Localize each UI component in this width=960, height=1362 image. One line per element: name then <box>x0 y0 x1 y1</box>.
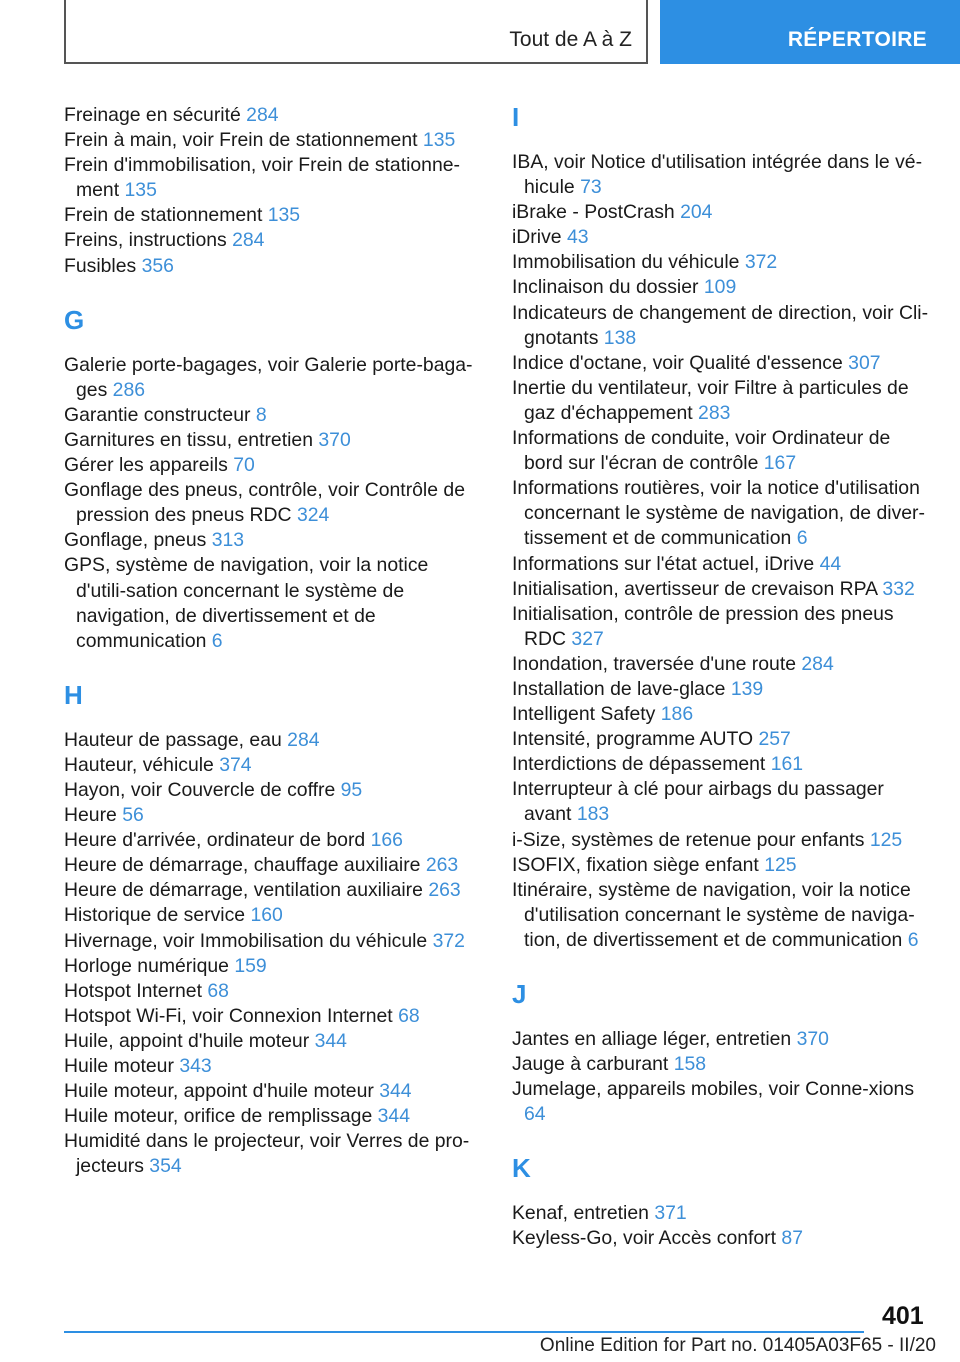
index-entry-text: Intelligent Safety <box>512 703 656 726</box>
index-entry-text: Interdictions de dépassement <box>512 753 766 776</box>
index-entry <box>512 602 932 652</box>
index-entry-text: Fusibles <box>64 254 137 277</box>
page-reference-link[interactable]: 374 <box>219 753 252 776</box>
index-entry <box>64 828 480 853</box>
page-reference-link[interactable]: 125 <box>869 828 903 851</box>
index-entry <box>64 403 480 428</box>
index-entry <box>64 778 480 803</box>
index-entry <box>512 652 932 677</box>
page-reference-link[interactable]: 344 <box>314 1029 347 1052</box>
page-reference-link[interactable]: 44 <box>819 552 842 575</box>
page-reference-link[interactable]: 370 <box>796 1028 829 1050</box>
page-reference-link[interactable]: 6 <box>211 629 223 652</box>
index-entry-text: Hotspot Internet <box>64 979 202 1002</box>
index-entry-text: Garnitures en tissu, entretien <box>64 428 313 451</box>
index-entry <box>64 203 480 228</box>
index-letter-heading: K <box>512 1153 531 1184</box>
index-entry <box>512 1226 932 1251</box>
page-reference-link[interactable]: 327 <box>571 627 604 650</box>
page-reference-link[interactable]: 186 <box>660 703 694 726</box>
index-entry-text: Jantes en alliage léger, entretien <box>512 1028 792 1050</box>
index-entry <box>512 150 932 200</box>
index-entry-text: iBrake - PostCrash <box>512 201 675 224</box>
index-entry <box>64 853 480 878</box>
index-entry <box>64 979 480 1004</box>
index-entry <box>512 677 932 702</box>
page-reference-link[interactable]: 284 <box>801 652 834 675</box>
index-entry <box>64 1054 480 1079</box>
index-entry <box>512 476 932 551</box>
index-entry <box>64 428 480 453</box>
page-header <box>0 0 960 64</box>
index-entry-text: Inertie du ventilateur, voir Filtre à particules de gaz d'échappement <box>512 376 909 424</box>
page-reference-link[interactable]: 344 <box>377 1105 410 1128</box>
index-entry-text: GPS, système de navigation, voir la notice d'utili-sation concernant le système de navigation, de divertissement et de communication <box>64 554 429 652</box>
index-entry <box>512 225 932 250</box>
page-reference-link[interactable]: 6 <box>796 527 808 550</box>
index-column-right <box>512 103 932 1252</box>
section-tab[interactable] <box>64 0 648 64</box>
index-entry <box>64 453 480 478</box>
index-entry <box>64 478 480 528</box>
index-entry-text: Garantie constructeur <box>64 403 251 426</box>
page-reference-link[interactable]: 73 <box>580 176 602 199</box>
page-reference-link[interactable]: 158 <box>673 1053 707 1076</box>
index-entry <box>64 254 480 279</box>
index-entry <box>64 1129 480 1179</box>
index-entry-text: Gonflage, pneus <box>64 529 207 552</box>
page-reference-link[interactable]: 284 <box>232 229 265 252</box>
index-entry <box>512 777 932 827</box>
index-entry <box>512 275 932 300</box>
page-reference-link[interactable]: 166 <box>370 829 403 852</box>
index-entry-text: Informations routières, voir la notice d'utilisation concernant le système de navigation, de diver-tissement et de communication <box>512 477 925 550</box>
index-letter-heading: G <box>64 304 85 335</box>
index-entry <box>64 803 480 828</box>
index-entry-text: Informations sur l'état actuel, iDrive <box>512 552 815 575</box>
index-entry <box>64 878 480 903</box>
page-reference-link[interactable]: 343 <box>179 1055 212 1077</box>
index-entry-text: Huile moteur, appoint d'huile moteur <box>64 1080 374 1103</box>
index-entry <box>512 878 932 953</box>
index-entry-text: Jumelage, appareils mobiles, voir Conne-xions <box>512 1078 915 1101</box>
index-entry <box>64 954 480 979</box>
page-reference-link[interactable]: 159 <box>234 954 267 977</box>
page-reference-link[interactable]: 354 <box>149 1155 182 1178</box>
index-entry-text: Galerie porte-bagages, voir Galerie porte-baga-ges <box>64 353 473 401</box>
page-reference-link[interactable]: 283 <box>698 401 731 424</box>
index-entry <box>64 1029 480 1054</box>
index-entry <box>64 1004 480 1029</box>
page-reference-link[interactable]: 324 <box>296 504 330 527</box>
index-entry <box>64 929 480 954</box>
section-title: Tout de A à Z <box>509 28 632 51</box>
index-entry-text: Huile moteur, orifice de remplissage <box>64 1105 373 1128</box>
edition-info: Online Edition for Part no. 01405A03F65 - II/20 <box>539 1335 936 1356</box>
index-entry-text: IBA, voir Notice d'utilisation intégrée dans le vé-hicule <box>512 151 923 199</box>
index-entry <box>512 552 932 577</box>
index-entry-text: Humidité dans le projecteur, voir Verres de pro-jecteurs <box>64 1130 470 1178</box>
index-entry-text: Frein d'immobilisation, voir Frein de stationne-ment <box>64 154 460 202</box>
index-entry-text: Keyless-Go, voir Accès confort <box>512 1227 777 1250</box>
chapter-tab[interactable] <box>660 0 960 64</box>
index-entry-text: Intensité, programme AUTO <box>512 728 754 751</box>
index-entry <box>512 351 932 376</box>
index-entry-text: i-Size, systèmes de retenue pour enfants <box>512 828 865 851</box>
index-entry <box>64 528 480 553</box>
page-reference-link[interactable]: 167 <box>763 452 797 475</box>
page-reference-link[interactable]: 344 <box>379 1080 412 1103</box>
index-entry <box>64 128 480 153</box>
page-reference-link[interactable]: 68 <box>398 1004 420 1027</box>
index-entry-text: Heure de démarrage, ventilation auxiliaire <box>64 879 423 902</box>
index-entry <box>512 301 932 351</box>
index-entry <box>64 903 480 928</box>
index-entry-text: Hotspot Wi-Fi, voir Connexion Internet <box>64 1004 393 1027</box>
index-entry-text: Indice d'octane, voir Qualité d'essence <box>512 351 843 374</box>
index-entry-text: Hivernage, voir Immobilisation du véhicule <box>64 929 428 952</box>
index-entry <box>64 553 480 653</box>
index-entry <box>64 728 480 753</box>
page-reference-link[interactable]: 56 <box>122 804 144 827</box>
index-entry-text: Freins, instructions <box>64 229 227 252</box>
page-reference-link[interactable]: 284 <box>246 104 279 126</box>
index-entry <box>512 1201 932 1226</box>
index-entry <box>64 103 480 128</box>
index-entry <box>64 353 480 403</box>
index-entry-text: Heure <box>64 804 117 827</box>
index-entry-text: Freinage en sécurité <box>64 104 241 126</box>
page-reference-link[interactable]: 307 <box>848 351 881 374</box>
page-reference-link[interactable]: 43 <box>566 226 589 249</box>
page-reference-link[interactable]: 138 <box>603 326 637 349</box>
index-entry-text: Interrupteur à clé pour airbags du passager avant <box>512 778 884 826</box>
index-entry-text: Heure d'arrivée, ordinateur de bord <box>64 829 366 852</box>
page-reference-link[interactable]: 257 <box>758 728 791 751</box>
index-entry-text: Inclinaison du dossier <box>512 276 699 299</box>
page-reference-link[interactable]: 70 <box>233 454 255 477</box>
index-entry-text: Gonflage des pneus, contrôle, voir Contrôle de pression des pneus RDC <box>64 479 465 527</box>
index-entry-text: Huile, appoint d'huile moteur <box>64 1029 310 1052</box>
index-entry-text: Frein de stationnement <box>64 204 263 227</box>
index-entry <box>64 228 480 253</box>
index-entry <box>512 376 932 426</box>
index-entry <box>64 1079 480 1104</box>
page-reference-link[interactable]: 204 <box>680 201 713 224</box>
index-entry-text: Frein à main, voir Frein de stationnement <box>64 129 418 152</box>
page-reference-link[interactable]: 87 <box>781 1227 803 1250</box>
page-reference-link[interactable]: 372 <box>432 929 465 952</box>
page-reference-link[interactable]: 135 <box>124 179 157 202</box>
index-entry-text: Informations de conduite, voir Ordinateur de bord sur l'écran de contrôle <box>512 427 891 475</box>
page-reference-link[interactable]: 160 <box>250 904 283 927</box>
index-column-left <box>64 103 480 1179</box>
index-entry <box>512 577 932 602</box>
page-reference-link[interactable]: 135 <box>422 129 456 152</box>
index-entry <box>512 752 932 777</box>
page-reference-link[interactable]: 68 <box>207 979 229 1002</box>
page-reference-link[interactable]: 161 <box>770 753 804 776</box>
page-reference-link[interactable]: 286 <box>112 378 146 401</box>
page-reference-link[interactable]: 370 <box>318 428 351 451</box>
index-entry <box>512 1052 932 1077</box>
page-reference-link[interactable]: 125 <box>764 853 797 876</box>
page-reference-link[interactable]: 313 <box>211 529 245 552</box>
index-letter-heading: J <box>512 979 527 1009</box>
index-entry-text: Indicateurs de changement de direction, voir Cli-gnotants <box>512 301 929 349</box>
page-reference-link[interactable]: 8 <box>255 403 267 426</box>
page-reference-link[interactable]: 332 <box>882 577 915 600</box>
index-entry <box>512 853 932 878</box>
index-entry <box>512 250 932 275</box>
page-reference-link[interactable]: 371 <box>654 1202 687 1225</box>
index-entry-text: ISOFIX, fixation siège enfant <box>512 853 759 876</box>
index-entry <box>512 1027 932 1052</box>
page-reference-link[interactable]: 109 <box>703 276 737 299</box>
page-reference-link[interactable]: 64 <box>524 1103 546 1126</box>
index-entry <box>64 753 480 778</box>
page-reference-link[interactable]: 183 <box>576 803 610 826</box>
page-reference-link[interactable]: 263 <box>428 879 461 902</box>
page-reference-link[interactable]: 139 <box>730 677 764 700</box>
index-entry <box>512 828 932 853</box>
index-entry-text: Historique de service <box>64 904 246 927</box>
index-entry <box>512 426 932 476</box>
page-reference-link[interactable]: 6 <box>907 928 919 951</box>
index-entry <box>512 1077 932 1127</box>
index-entry-text: Hauteur, véhicule <box>64 753 214 776</box>
footer-divider <box>64 1331 864 1333</box>
page-reference-link[interactable]: 372 <box>744 251 778 274</box>
index-entry-text: Installation de lave-glace <box>512 677 726 700</box>
index-entry-text: Huile moteur <box>64 1055 174 1077</box>
page-reference-link[interactable]: 263 <box>425 854 459 877</box>
index-entry-text: Immobilisation du véhicule <box>512 251 740 274</box>
index-entry-text: Gérer les appareils <box>64 454 228 477</box>
index-entry-text: Jauge à carburant <box>512 1053 669 1076</box>
chapter-title: RÉPERTOIRE <box>787 28 927 51</box>
index-entry-text: Inondation, traversée d'une route <box>512 652 796 675</box>
index-entry-text: iDrive <box>512 226 562 249</box>
index-entry-text: Heure de démarrage, chauffage auxiliaire <box>64 854 421 877</box>
index-entry-text: Hauteur de passage, eau <box>64 728 282 751</box>
index-letter-heading: H <box>64 679 83 710</box>
index-letter-heading: I <box>512 102 520 132</box>
page-number: 401 <box>882 1302 924 1330</box>
index-entry-text: Horloge numérique <box>64 954 229 977</box>
page-reference-link[interactable]: 135 <box>267 204 301 227</box>
index-entry <box>512 702 932 727</box>
index-entry-text: Itinéraire, système de navigation, voir la notice d'utilisation concernant le système de naviga-tion, de divertissement et de communication <box>512 878 915 951</box>
index-entry-text: Kenaf, entretien <box>512 1202 649 1225</box>
index-entry-text: Initialisation, avertisseur de crevaison RPA <box>512 577 878 600</box>
index-entry <box>64 153 480 203</box>
page-reference-link[interactable]: 356 <box>141 254 174 277</box>
index-entry-text: Hayon, voir Couvercle de coffre <box>64 778 336 801</box>
page-reference-link[interactable]: 95 <box>340 778 363 801</box>
index-entry-text: Initialisation, contrôle de pression des pneus RDC <box>512 602 894 650</box>
index-entry <box>512 727 932 752</box>
page-reference-link[interactable]: 284 <box>287 728 320 751</box>
index-entry <box>512 200 932 225</box>
index-entry <box>64 1104 480 1129</box>
